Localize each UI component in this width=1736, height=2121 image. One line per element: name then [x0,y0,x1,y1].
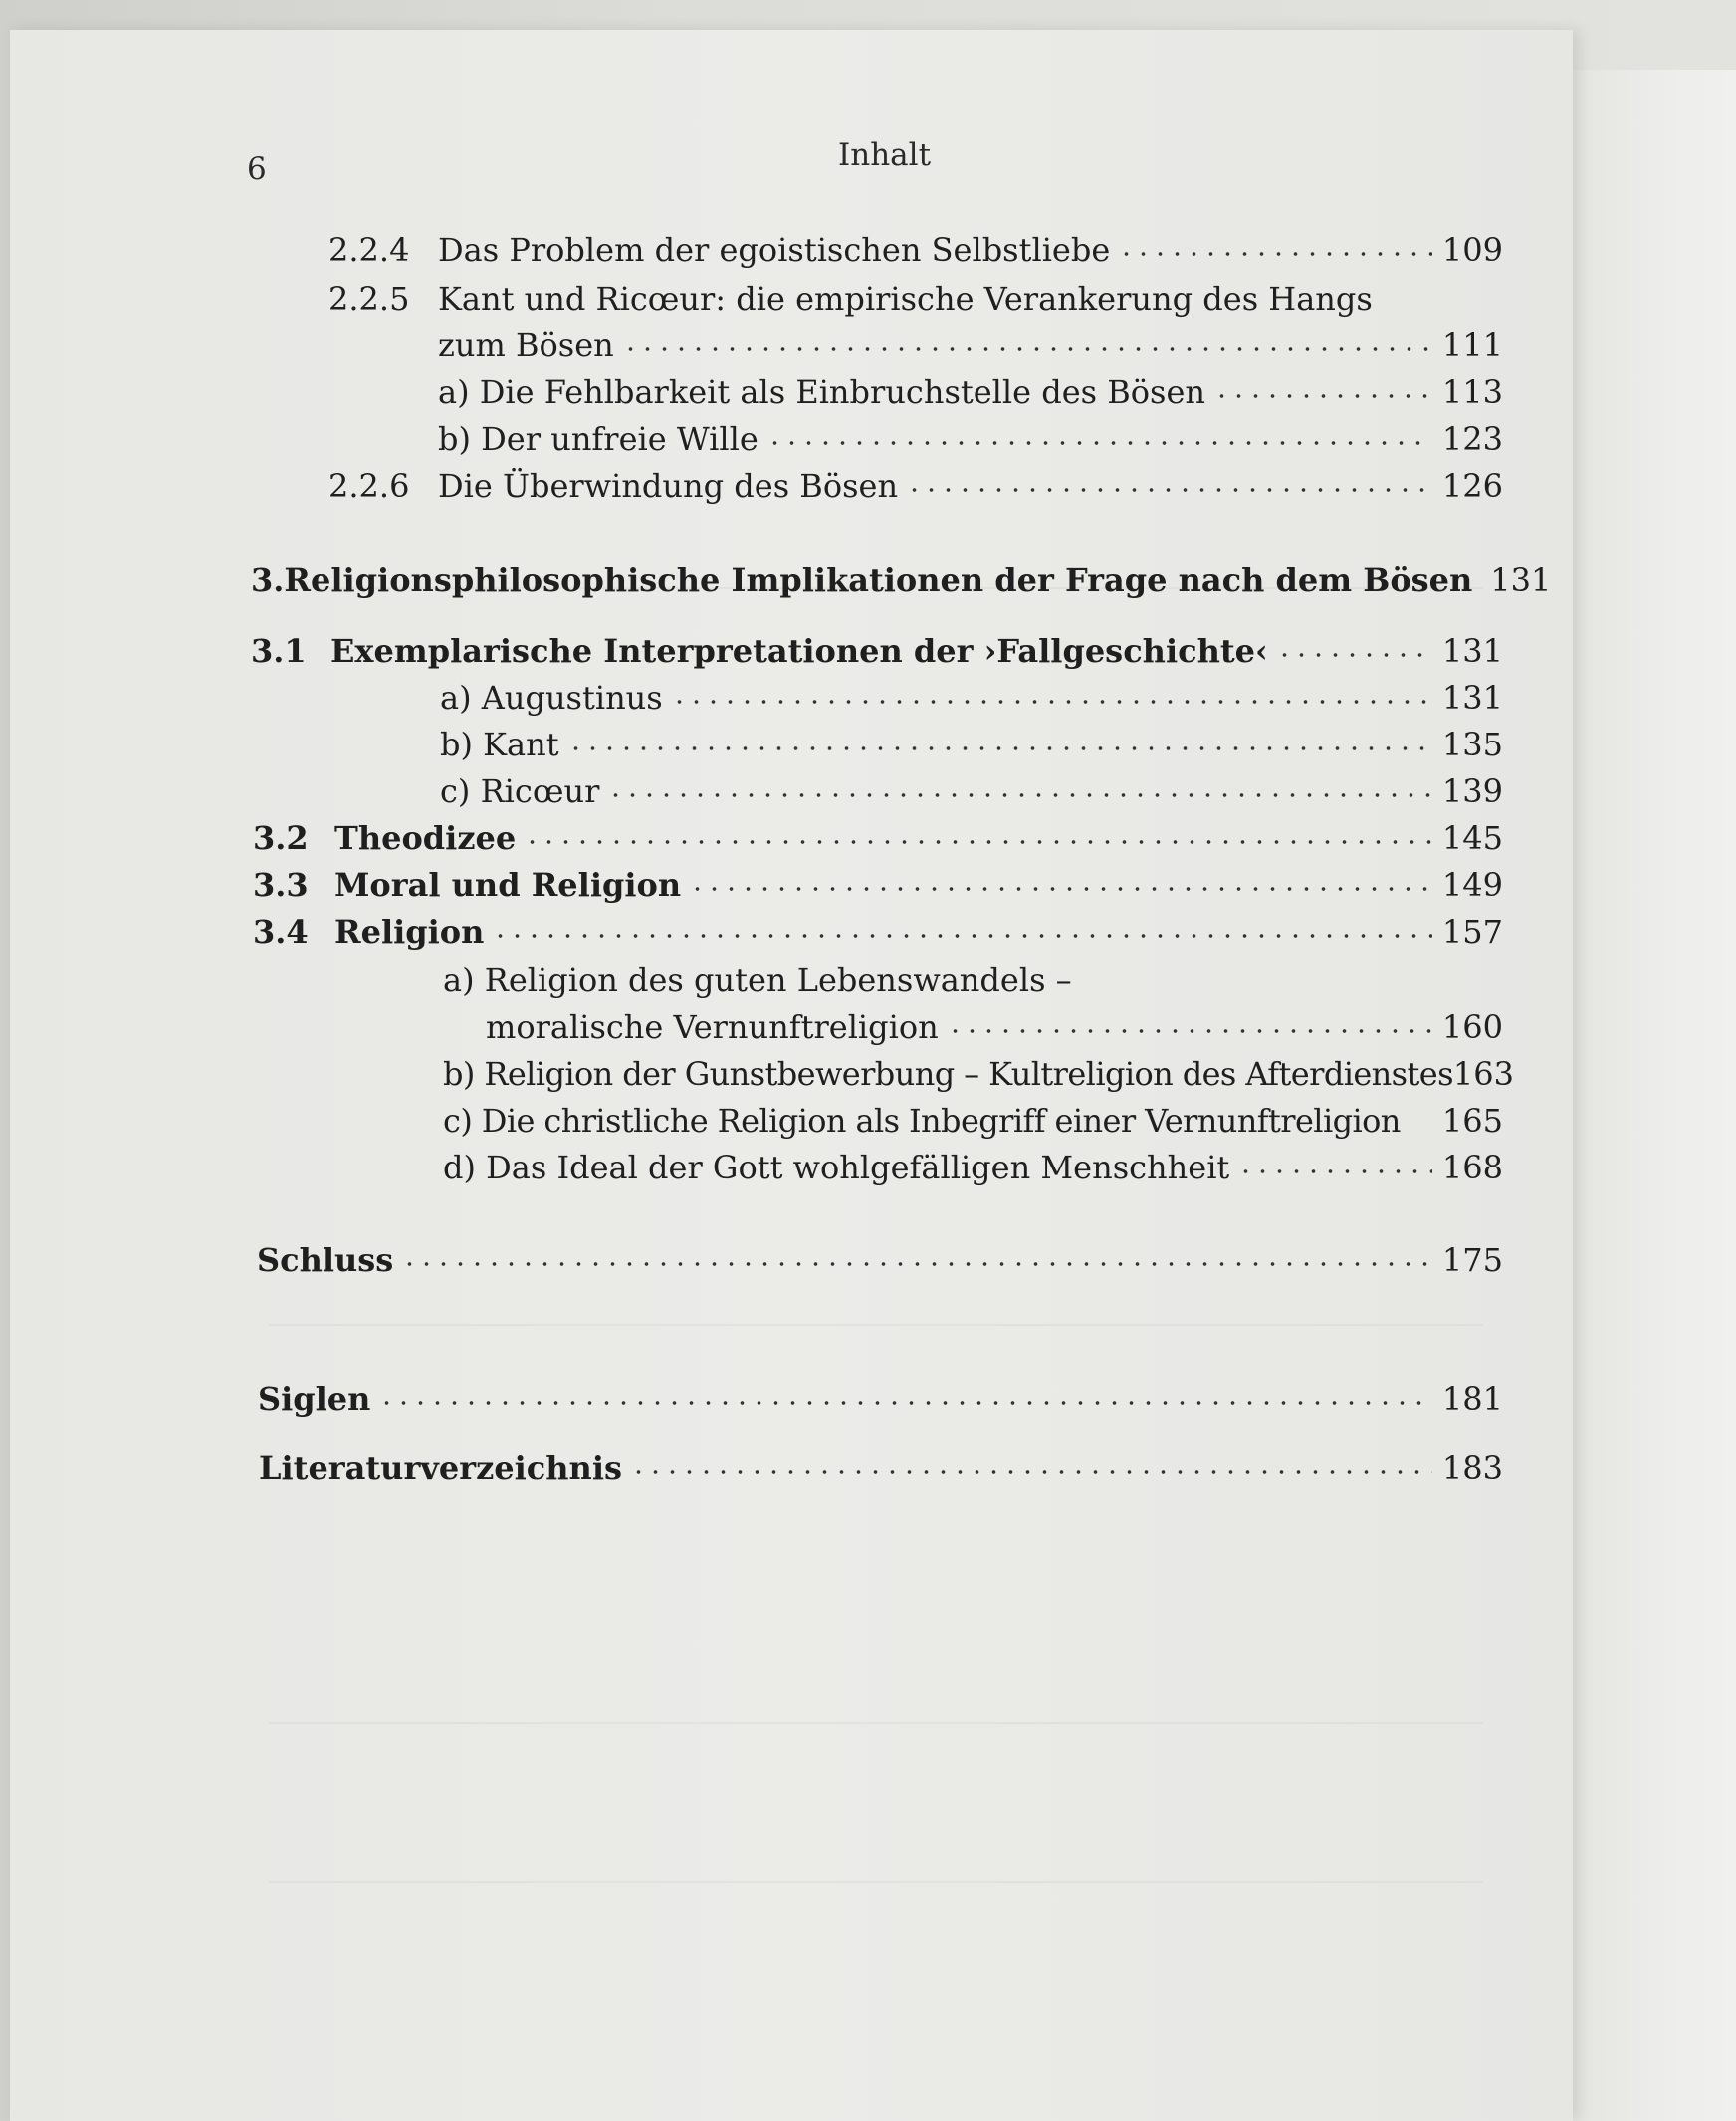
leader-dots [622,342,1432,356]
entry-page: 131 [1490,561,1552,599]
toc-subentry [440,722,1503,763]
chapter-title: Siglen [258,1380,371,1418]
adjacent-page [1563,70,1736,2121]
entry-title: a) Die Fehlbarkeit als Einbruchstelle des Bösen [438,373,1206,411]
entry-title: Das Problem der egoistischen Selbstliebe [438,231,1111,269]
entry-number: 2.2.5 [328,280,410,318]
entry-page: 126 [1441,467,1503,505]
toc-subentry [438,369,1503,411]
entry-page: 181 [1441,1380,1503,1418]
toc-entry-continuation [438,322,1503,364]
toc-chapter [251,557,1552,599]
toc-chapter [257,1237,1503,1279]
leader-dots [947,1024,1432,1038]
entry-page: 123 [1441,420,1503,458]
toc-section [253,909,1503,951]
section-title: Religion [334,913,485,951]
leader-dots [671,695,1432,709]
entry-page: 109 [1441,231,1503,269]
toc-entry [328,463,1503,505]
entry-title: Kant und Ricœur: die empirische Verankerung des Hangs [438,280,1373,318]
toc-subentry [443,1098,1503,1140]
toc-subentry [438,416,1503,458]
leader-dots [524,835,1432,849]
entry-title: a) Augustinus [440,679,663,717]
entry-title: a) Religion des guten Lebenswandels – [443,961,1072,999]
toc-subentry [440,768,1503,810]
entry-title-cont: zum Bösen [438,326,614,364]
show-through-line [269,1324,1483,1326]
toc-entry [328,227,1503,269]
toc-entry [328,276,1503,318]
show-through-line [269,1881,1483,1883]
section-number: 3.1 [251,632,307,670]
entry-page: 175 [1441,1241,1503,1279]
chapter-title: Literaturverzeichnis [259,1449,622,1487]
entry-title: b) Der unfreie Wille [438,420,759,458]
entry-number: 2.2.4 [328,231,410,269]
chapter-title: Schluss [257,1241,394,1279]
entry-page: 165 [1441,1102,1503,1140]
leader-dots [567,742,1432,755]
toc-section [253,815,1503,857]
entry-page: 183 [1441,1449,1503,1487]
entry-page: 135 [1441,726,1503,763]
chapter-title: Religionsphilosophische Implikationen der Frage nach dem Bösen [284,561,1473,599]
toc-section [253,862,1503,904]
entry-title-cont: moralische Vernunftreligion [486,1008,939,1046]
toc-subentry-continuation [486,1004,1503,1046]
show-through-line [269,1722,1483,1724]
section-number: 3.2 [253,819,309,857]
section-number: 3.4 [253,913,309,951]
entry-title: b) Religion der Gunstbewerbung – Kultreligion des Afterdienstes [443,1055,1453,1093]
entry-title: c) Ricœur [440,772,600,810]
entry-page: 111 [1441,326,1503,364]
chapter-number: 3. [251,561,285,599]
entry-page: 149 [1441,866,1503,904]
leader-dots [378,1396,1432,1410]
leader-dots [1237,1165,1432,1178]
section-title: Exemplarische Interpretationen der ›Fallgeschichte‹ [330,632,1268,670]
entry-page: 160 [1441,1008,1503,1046]
toc-subentry [443,1051,1514,1093]
leader-dots [1213,389,1432,403]
toc-chapter [258,1377,1503,1418]
leader-dots [401,1257,1432,1271]
toc-subentry [440,675,1503,717]
leader-dots [492,929,1432,943]
entry-title: c) Die christliche Religion als Inbegriff einer Vernunftreligion [443,1102,1401,1140]
page-number: 6 [247,151,267,187]
entry-title: b) Kant [440,726,559,763]
entry-page: 145 [1441,819,1503,857]
toc-chapter [259,1445,1503,1487]
entry-title: d) Das Ideal der Gott wohlgefälligen Menschheit [443,1149,1230,1186]
entry-page: 113 [1441,373,1503,411]
entry-title: Die Überwindung des Bösen [438,467,899,505]
entry-number: 2.2.6 [328,467,410,505]
toc-subentry [443,1145,1503,1186]
section-title: Theodizee [334,819,517,857]
entry-page: 131 [1441,679,1503,717]
leader-dots [607,788,1432,802]
leader-dots [1118,247,1432,261]
entry-page: 157 [1441,913,1503,951]
entry-page: 163 [1452,1055,1514,1093]
leader-dots [689,882,1432,896]
leader-dots [766,436,1432,450]
leader-dots [906,483,1432,497]
section-title: Moral und Religion [334,866,682,904]
leader-dots [1276,648,1432,662]
toc-subentry [443,957,1503,999]
section-number: 3.3 [253,866,309,904]
leader-dots [630,1465,1432,1479]
entry-page: 131 [1441,632,1503,670]
entry-page: 168 [1441,1149,1503,1186]
toc-section [251,628,1503,670]
entry-page: 139 [1441,772,1503,810]
running-head: Inhalt [838,137,932,173]
